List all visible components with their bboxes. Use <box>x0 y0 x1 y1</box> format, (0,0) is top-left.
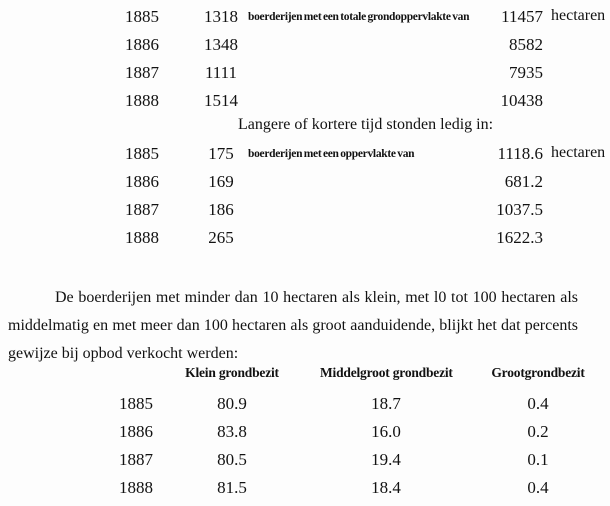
table-row <box>0 200 610 228</box>
year-cell: 1886 <box>125 35 159 54</box>
table-note-label: boerderijen met een totale grondoppervlakte van <box>248 11 470 23</box>
percent-table-body <box>0 394 610 506</box>
percent-table-header-row <box>0 365 610 394</box>
year-cell: 1886 <box>125 172 159 191</box>
farm-count-cell: 175 <box>208 144 234 163</box>
table-row <box>0 144 610 172</box>
klein-percent-cell: 81.5 <box>217 478 247 497</box>
body-paragraph <box>8 284 578 368</box>
klein-percent-cell: 83.8 <box>217 422 247 441</box>
table-row <box>0 450 610 478</box>
farm-count-cell: 169 <box>208 172 234 191</box>
unit-label: hectaren <box>551 7 606 24</box>
area-value-cell: 1118.6 <box>497 144 543 163</box>
table-row <box>0 35 610 63</box>
year-cell: 1888 <box>125 228 159 247</box>
groot-percent-cell: 0.4 <box>527 478 549 497</box>
klein-percent-cell: 80.5 <box>217 450 247 469</box>
table-row <box>0 63 610 91</box>
klein-percent-cell: 80.9 <box>217 394 247 413</box>
year-cell: 1885 <box>125 144 159 163</box>
table-ledig-oppervlakte <box>0 144 610 256</box>
section-heading: Langere of kortere tijd stonden ledig in: <box>238 116 494 133</box>
area-value-cell: 7935 <box>509 63 543 82</box>
table-row <box>0 422 610 450</box>
table-total-grondoppervlakte <box>0 7 610 119</box>
year-cell: 1887 <box>125 63 159 82</box>
year-cell: 1886 <box>119 422 153 441</box>
table-row <box>0 394 610 422</box>
unit-label: hectaren <box>551 144 606 161</box>
area-value-cell: 10438 <box>500 91 543 110</box>
column-header-klein: Klein grondbezit <box>185 365 279 380</box>
table-row <box>0 228 610 256</box>
farm-count-cell: 1514 <box>204 91 238 110</box>
year-cell: 1887 <box>125 200 159 219</box>
groot-percent-cell: 0.4 <box>527 394 549 413</box>
area-value-cell: 8582 <box>509 35 543 54</box>
farm-count-cell: 265 <box>208 228 234 247</box>
area-value-cell: 681.2 <box>504 172 543 191</box>
paragraph-line: De boerderijen met minder dan 10 hectaren als klein, met l0 tot 100 hectaren als <box>55 289 578 306</box>
year-cell: 1888 <box>125 91 159 110</box>
groot-percent-cell: 0.2 <box>527 422 549 441</box>
year-cell: 1887 <box>119 450 153 469</box>
middelgroot-percent-cell: 19.4 <box>371 450 401 469</box>
table-row <box>0 91 610 119</box>
table-row <box>0 7 610 35</box>
middelgroot-percent-cell: 18.4 <box>371 478 401 497</box>
middelgroot-percent-cell: 16.0 <box>371 422 401 441</box>
table-row <box>0 172 610 200</box>
table-note-label: boerderijen met een oppervlakte van <box>248 148 415 160</box>
area-value-cell: 1622.3 <box>496 228 543 247</box>
paragraph-line: middelmatig en met meer dan 100 hectaren als groot aanduidende, blijkt het dat percents <box>8 317 578 334</box>
farm-count-cell: 1348 <box>204 35 238 54</box>
farm-count-cell: 1111 <box>204 63 238 82</box>
year-cell: 1888 <box>119 478 153 497</box>
middelgroot-percent-cell: 18.7 <box>371 394 401 413</box>
area-value-cell: 11457 <box>501 7 543 26</box>
area-value-cell: 1037.5 <box>496 200 543 219</box>
table-row <box>0 478 610 506</box>
year-cell: 1885 <box>119 394 153 413</box>
groot-percent-cell: 0.1 <box>527 450 549 469</box>
farm-count-cell: 186 <box>208 200 234 219</box>
column-header-groot: Grootgrondbezit <box>491 365 585 380</box>
year-cell: 1885 <box>125 7 159 26</box>
farm-count-cell: 1318 <box>204 7 238 26</box>
column-header-middelgroot: Middelgroot grondbezit <box>320 365 453 380</box>
paragraph-line: gewijze bij opbod verkocht werden: <box>8 345 239 362</box>
